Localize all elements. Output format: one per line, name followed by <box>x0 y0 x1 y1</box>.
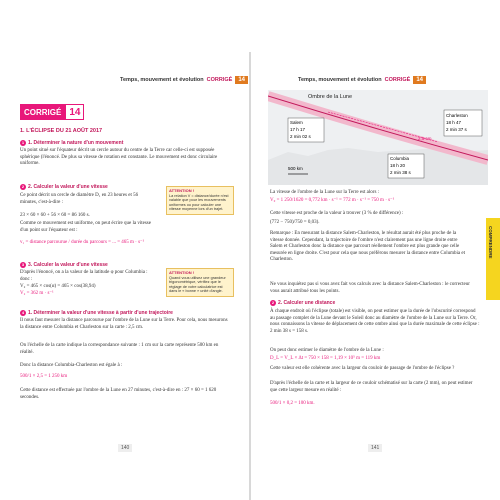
note-title: ATTENTION ! <box>169 188 195 193</box>
r-paragraph-5: À chaque endroit où l'éclipse (totale) est visible, on peut estimer que la durée de l'obscurité correspond au passage complet de la Lune devant le Soleil donc au diamètre de l'ombre de la Lune sur la Terre. Or, nous connaissons la vitesse de déplacement de cette ombre ainsi que la durée maximale de cette éclipse : 2 min 38 s = 158 s. <box>270 309 480 334</box>
subsection-label: 2. Calculer une distance <box>278 300 336 306</box>
subsection-number: 4 <box>21 310 25 315</box>
page-number-left: 140 <box>118 444 132 452</box>
formula-v2: V₂ = 465 × cos(α) = 465 × cos(38,94) <box>20 284 96 289</box>
r-formula-width: 500/1 × 0,2 = 100 km. <box>270 401 315 406</box>
subsection-1 <box>20 140 123 146</box>
subsection-label: 2. Calculer la valeur d'une vitesse <box>28 184 108 190</box>
paragraph-2c: Comme ce mouvement est uniforme, on peut écrire que la vitesse d'un point sur l'équateur est : <box>20 221 151 233</box>
subsection-number: 1 <box>21 140 25 145</box>
subsection-label: 3. Calculer la valeur d'une vitesse <box>28 262 108 268</box>
subsection-number: 2 <box>271 300 275 305</box>
paragraph-4e: Cette distance est effectuée par l'ombre de la Lune en 27 minutes, c'est-à-dire en : 27 × 60 = 1 620 secondes. <box>20 388 217 400</box>
paragraph-4: Il nous faut mesurer la distance parcourue par l'ombre de la Lune sur la Terre. Pour cela, nous mesurons la distance entre Columbia et Charleston sur la carte : 2,5 cm. <box>20 318 228 330</box>
r-formula-diameter: D_L = V_L × Δt = 750 × 158 = 1,19 × 10⁵ m = 119 km <box>270 356 381 361</box>
charleston-time: 18 h 47 <box>446 120 462 125</box>
salem-time: 17 h 17 <box>290 127 306 132</box>
left-running-header <box>120 76 248 84</box>
paragraph-4b: On l'échelle de la carte indique la correspondance suivante : 1 cm sur la carte représente 500 km en réalité. <box>20 343 219 355</box>
attention-note-1 <box>166 186 234 215</box>
book-gutter <box>249 52 251 500</box>
r-paragraph-4: Ne vous inquiétez pas si vous avez fait vos calculs avec la distance Salem-Charleston : le correcteur vous aurait attribué tous les points. <box>270 282 470 294</box>
map-label-ombre: Ombre de la Lune <box>308 94 353 100</box>
note-text: La relation V = distance/durée n'est valable que pour les mouvements uniformes ou pour calculer une vitesse moyenne lors d'un trajet. <box>169 193 229 212</box>
paragraph-3: D'après l'énoncé, on a la valeur de la latitude φ pour Columbia : donc : <box>20 270 148 282</box>
note-text: Quand vous utilisez une grandeur trigonométrique, vérifiez que le réglage de votre calculatrice est dans le « bonne » unité d'angle. <box>169 275 226 294</box>
formula-distance: 500/1 × 2,5 = 1 250 km <box>20 374 68 379</box>
columbia-time: 18 h 20 <box>390 163 406 168</box>
r-paragraph-2: Cette vitesse est proche de la valeur à trouver (3 % de différence) : <box>270 211 404 216</box>
paragraph-2b: 23 × 60 × 60 + 56 × 60 = 86 160 s. <box>20 213 90 218</box>
charleston-duration: 2 min 37 s <box>446 127 467 132</box>
r-paragraph-6: On peut donc estimer le diamètre de l'ombre de la Lune : <box>270 348 384 353</box>
side-tab-label: COMPRENDRE <box>488 226 493 259</box>
eclipse-map <box>268 90 488 185</box>
scale-label: 500 km <box>288 166 303 171</box>
salem-name: Salem <box>290 120 303 125</box>
subsection-4 <box>20 310 173 316</box>
header-number: 14 <box>413 76 426 84</box>
subsection-number: 2 <box>21 184 25 189</box>
r-remark: Remarque : En mesurant la distance Salem-Charleston, le résultat aurait été plus proche de la vitesse donnée. Cependant, la trajectoire de l'ombre n'est clairement pas une ligne droite entre Salem et Charleston donc la distance que parcourt réellement l'ombre est plus grande que celle mesurée en ligne droite. C'est pour cela que nous préférons mesurer la distance entre Columbia et Charleston. <box>270 231 465 263</box>
r-paragraph-1: La vitesse de l'ombre de la Lune sur la Terre est alors : <box>270 190 380 195</box>
subsection-label: 1. Déterminer la nature d'un mouvement <box>28 140 124 146</box>
map-distance-label: 2,5 cm <box>418 136 432 141</box>
columbia-name: Columbia <box>390 156 410 161</box>
subsection-number: 3 <box>21 262 25 267</box>
note-title: ATTENTION ! <box>169 270 195 275</box>
header-section-label: Temps, mouvement et évolution <box>298 77 382 83</box>
r-formula-speed: V₀ = 1 250/1620 = 0,772 km · s⁻¹ = 772 m · s⁻¹ = 750 m · s⁻¹ <box>270 198 395 203</box>
columbia-duration: 2 min 38 s <box>390 170 411 175</box>
section-title: 1. L'ÉCLIPSE DU 21 AOÛT 2017 <box>20 128 103 134</box>
header-section-label: Temps, mouvement et évolution <box>120 77 204 83</box>
subsection-3 <box>20 262 108 268</box>
header-tag: CORRIGÉ <box>384 77 411 83</box>
header-tag: CORRIGÉ <box>206 77 233 83</box>
r-formula-percent: (772 − 750)/750 = 0,03). <box>270 220 320 225</box>
result-v2: V₂ = 362 m · s⁻¹ <box>20 291 54 296</box>
side-tab-comprendre <box>486 218 500 300</box>
r-subsection-2 <box>270 300 335 306</box>
charleston-name: Charleston <box>446 113 468 118</box>
right-running-header <box>298 76 426 84</box>
paragraph-2a: Ce point décrit un cercle de diamètre D₁ en 23 heures et 56 minutes, c'est-à-dire : <box>20 193 139 205</box>
subsection-2 <box>20 184 108 190</box>
salem-duration: 2 min 02 s <box>290 134 311 139</box>
header-number: 14 <box>235 76 248 84</box>
badge-label: CORRIGÉ <box>24 107 62 117</box>
badge-number: 14 <box>65 104 84 120</box>
paragraph-4c: Donc la distance Columbia-Charleston est égale à : <box>20 363 123 368</box>
attention-note-2 <box>166 268 234 297</box>
r-paragraph-7: Cette valeur est elle cohérente avec la largeur du couloir de passage de l'ombre de l'éclipse ? <box>270 366 455 371</box>
formula-v1: v₁ = distance parcourue / durée du parcours = ... = 465 m · s⁻¹ <box>20 240 145 245</box>
r-paragraph-8: D'après l'échelle de la carte et la largeur de ce couloir schématisé sur la carte (2 mm), on peut estimer que cette largeur mesure en réalité : <box>270 381 473 393</box>
page-number-right: 141 <box>368 444 382 452</box>
subsection-label: 1. Déterminer la valeur d'une vitesse à partir d'une trajectoire <box>28 310 173 316</box>
paragraph-1: Un point situé sur l'équateur décrit un cercle autour du centre de la Terre car celle-ci est supposée sphérique (l'énoncé. De plus sa vitesse de rotation est constante. Le mouvement est donc circulaire uniforme. <box>20 148 218 167</box>
corrige-badge <box>20 104 81 120</box>
